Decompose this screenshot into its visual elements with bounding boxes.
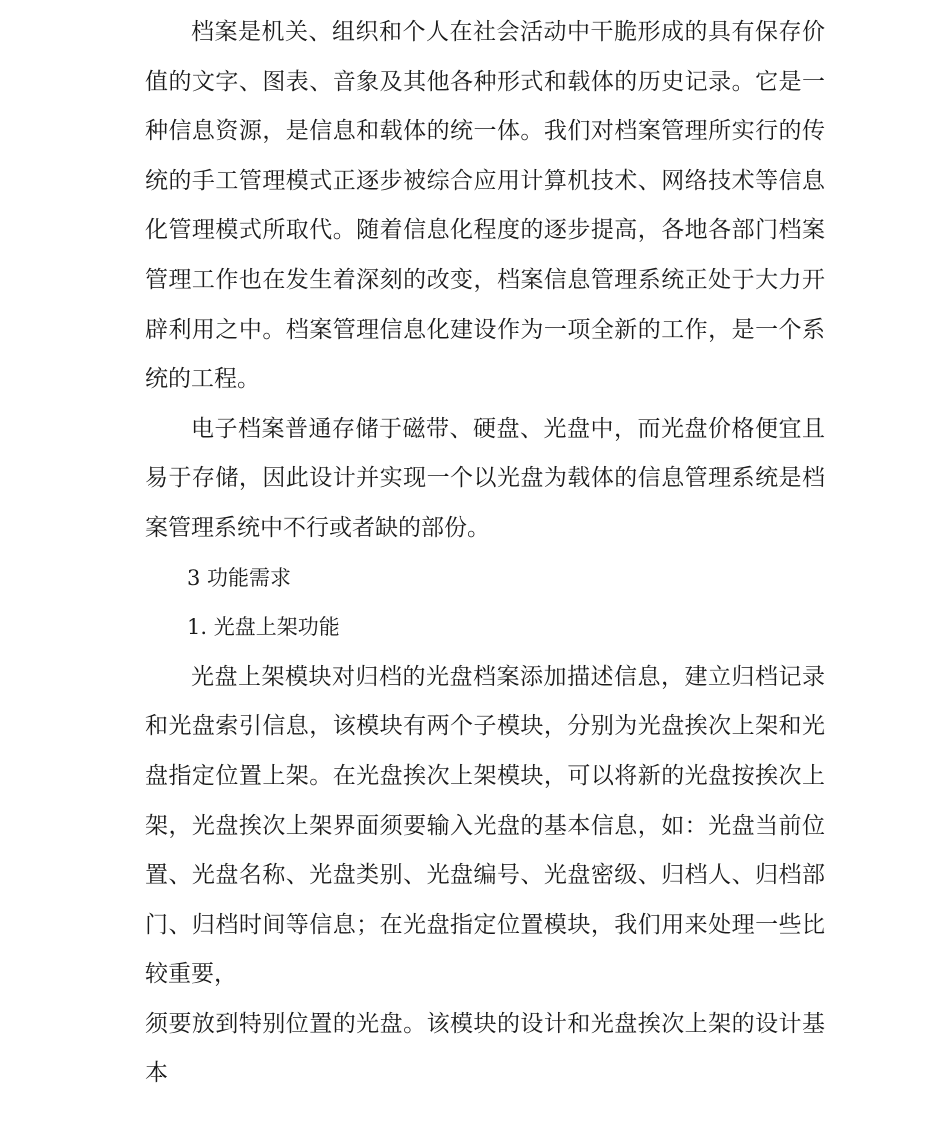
section-heading: 3 功能需求	[187, 565, 292, 590]
paragraph-continuation: 须要放到特别位置的光盘。该模块的设计和光盘挨次上架的设计基本	[145, 1010, 825, 1087]
document-page	[145, 8, 825, 1099]
paragraph-disc-shelving: 光盘上架模块对归档的光盘档案添加描述信息，建立归档记录和光盘索引信息，该模块有两个子模块，分别为光盘挨次上架和光盘指定位置上架。在光盘挨次上架模块，可以将新的光盘按挨次上架，光盘挨次上架界面须要输入光盘的基本信息，如：光盘当前位置、光盘名称、光盘类别、光盘编号、光盘密级、归档人、归档部门、归档时间等信息；在光盘指定位置模块，我们用来处理一些比较重要，	[145, 663, 825, 988]
paragraph-archive-definition: 档案是机关、组织和个人在社会活动中干脆形成的具有保存价值的文字、图表、音象及其他各种形式和载体的历史记录。它是一种信息资源，是信息和载体的统一体。我们对档案管理所实行的传统的手工管理模式正逐步被综合应用计算机技术、网络技术等信息化管理模式所取代。随着信息化程度的逐步提高，各地各部门档案管理工作也在发生着深刻的改变，档案信息管理系统正处于大力开辟利用之中。档案管理信息化建设作为一项全新的工作，是一个系统的工程。	[145, 19, 825, 393]
subsection-heading: 1. 光盘上架功能	[187, 615, 340, 640]
paragraph-storage-media: 电子档案普通存储于磁带、硬盘、光盘中，而光盘价格便宜且易于存储，因此设计并实现一个以光盘为载体的信息管理系统是档案管理系统中不行或者缺的部份。	[145, 415, 825, 541]
